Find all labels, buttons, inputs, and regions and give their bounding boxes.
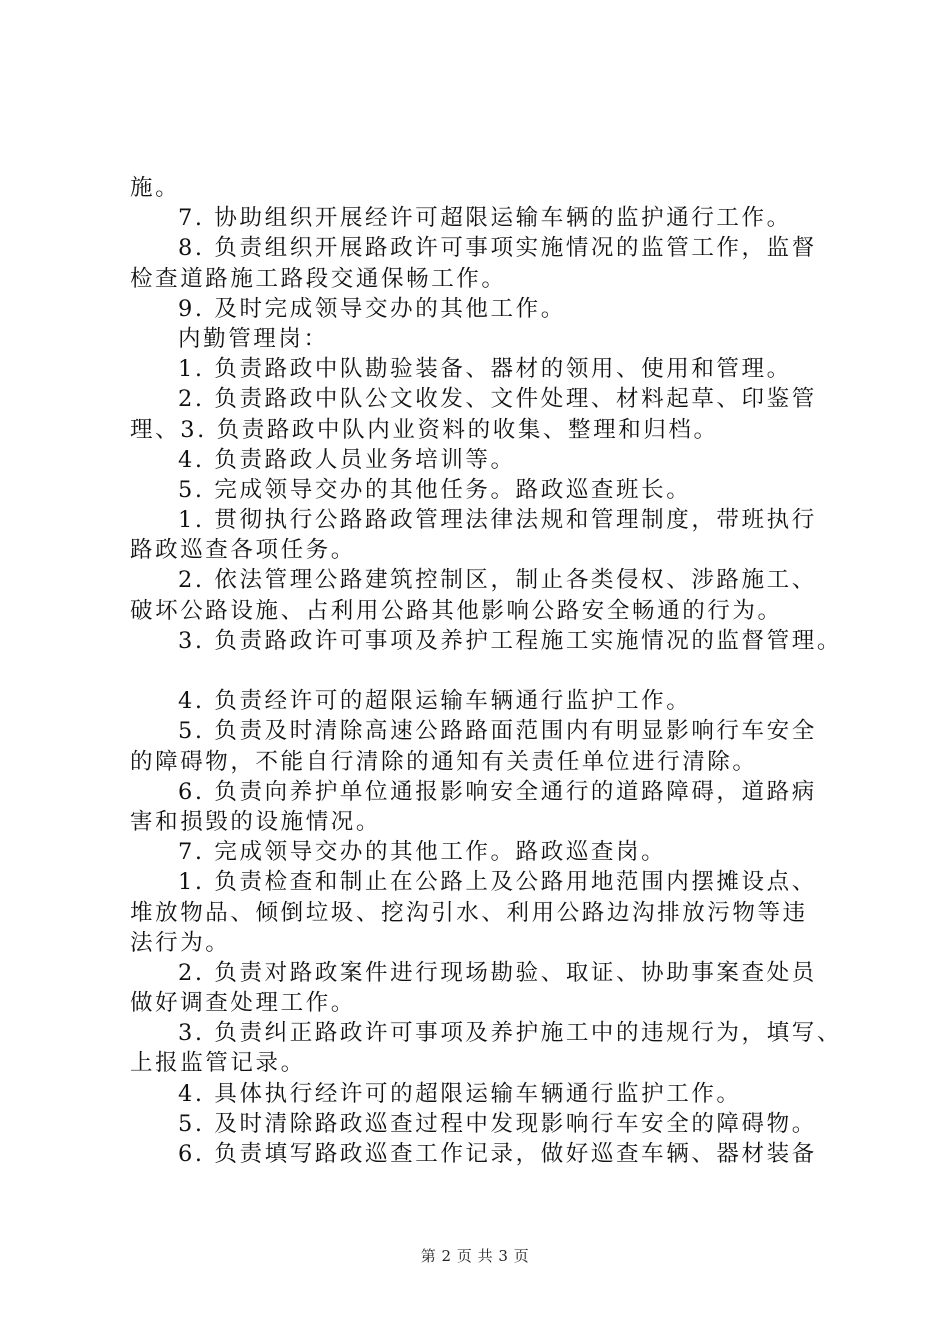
text-line: 做好调查处理工作。 [130,990,356,1017]
text-line: 2. 负责对路政案件进行现场勘验、取证、协助事案查处员 [178,959,817,986]
text-line: 7. 完成领导交办的其他工作。路政巡查岗。 [178,839,667,866]
text-line: 6. 负责填写路政巡查工作记录，做好巡查车辆、器材装备 [178,1141,817,1167]
text-line: 施。 [130,175,181,201]
text-line: 5. 负责及时清除高速公路路面范围内有明显影响行车安全 [178,718,817,745]
text-line: 4. 负责经许可的超限运输车辆通行监护工作。 [178,688,692,715]
text-line: 的障碍物，不能自行清除的通知有关责任单位进行清除。 [130,748,758,775]
blank-line [130,656,850,686]
text-line: 堆放物品、倾倒垃圾、挖沟引水、利用公路边沟排放污物等违 [130,899,808,926]
text-line: 上报监管记录。 [130,1050,306,1077]
text-line: 9. 及时完成领导交办的其他工作。 [178,295,566,322]
text-line: 4. 具体执行经许可的超限运输车辆通行监护工作。 [178,1080,742,1107]
text-line: 2. 负责路政中队公文收发、文件处理、材料起草、印鉴管 [178,386,817,413]
text-line: 害和损毁的设施情况。 [130,808,382,835]
text-line: 3. 负责纠正路政许可事项及养护施工中的违规行为，填写、 [178,1020,842,1047]
text-line: 8. 负责组织开展路政许可事项实施情况的监管工作，监督 [178,235,817,262]
text-line: 5. 及时清除路政巡查过程中发现影响行车安全的障碍物。 [178,1110,817,1137]
text-line: 4. 负责路政人员业务培训等。 [178,446,516,473]
text-line: 破坏公路设施、占利用公路其他影响公路安全畅通的行为。 [130,597,783,624]
text-line: 6. 负责向养护单位通报影响安全通行的道路障碍，道路病 [178,778,817,805]
text-line: 3. 负责路政许可事项及养护工程施工实施情况的监督管理。 [178,627,842,654]
text-line: 1. 负责检查和制止在公路上及公路用地范围内摆摊设点、 [178,869,817,896]
section-heading: 内勤管理岗： [178,325,329,352]
text-line: 7. 协助组织开展经许可超限运输车辆的监护通行工作。 [178,205,792,232]
text-line: 1. 负责路政中队勘验装备、器材的领用、使用和管理。 [178,356,792,383]
text-line: 1. 贯彻执行公路路政管理法律法规和管理制度，带班执行 [178,507,817,534]
text-line: 理、3. 负责路政中队内业资料的收集、整理和归档。 [130,416,719,443]
text-line: 检查道路施工路段交通保畅工作。 [130,265,507,292]
text-line: 法行为。 [130,929,231,956]
text-line: 5. 完成领导交办的其他任务。路政巡查班长。 [178,476,692,503]
text-line: 2. 依法管理公路建筑控制区，制止各类侵权、涉路施工、 [178,567,817,594]
page-number-footer: 第 2 页 共 3 页 [420,1247,530,1265]
document-body [130,173,850,1169]
text-line: 路政巡查各项任务。 [130,537,356,564]
